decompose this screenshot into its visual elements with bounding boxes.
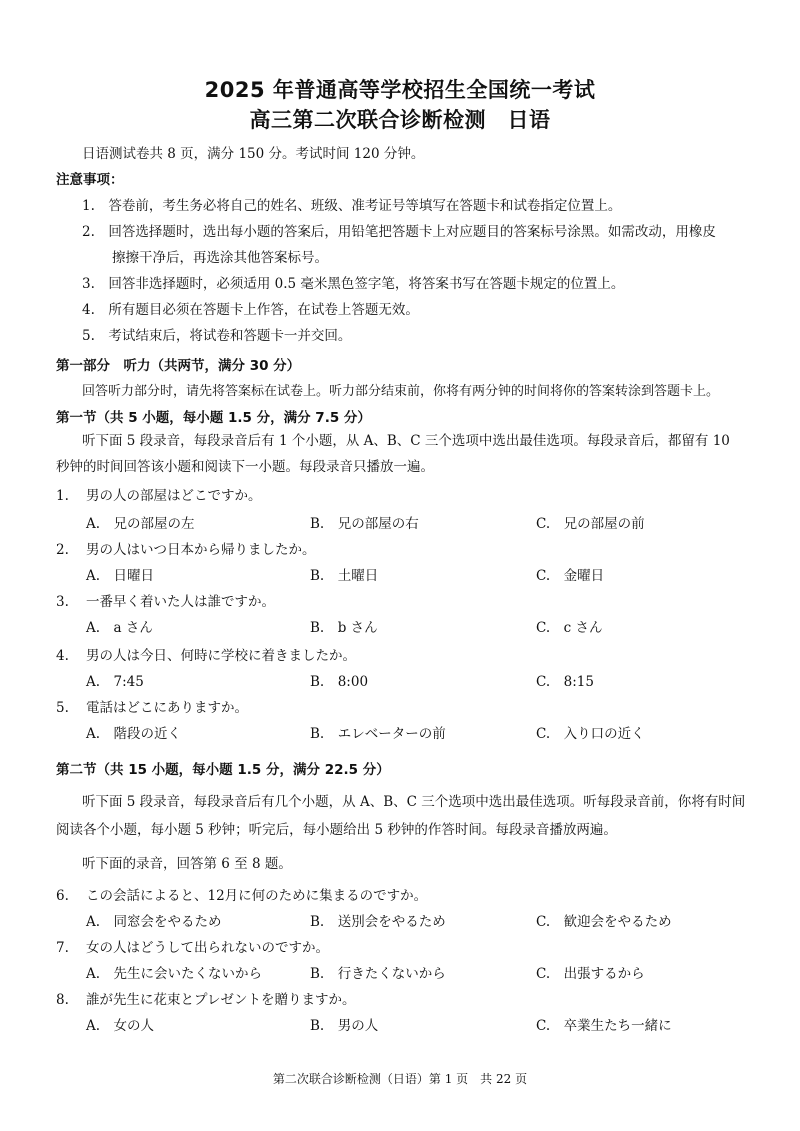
option-a[interactable]: A. 兄の部屋の左	[86, 516, 195, 532]
question-text: 男の人はいつ日本から帰りましたか。	[86, 542, 316, 558]
option-a[interactable]: A. 先生に会いたくないから	[86, 966, 263, 982]
option-b[interactable]: B. 行きたくないから	[310, 966, 446, 982]
notice-heading: 注意事项：	[56, 172, 124, 188]
option-b[interactable]: B. 土曜日	[310, 568, 379, 584]
option-b[interactable]: B. 兄の部屋の右	[310, 516, 419, 532]
option-a[interactable]: A. 日曜日	[86, 568, 155, 584]
question-text: 男の人は今日、何時に学校に着きましたか。	[86, 648, 356, 664]
question-3	[56, 590, 275, 610]
option-b[interactable]: B. エレベーターの前	[310, 726, 446, 742]
question-5	[56, 696, 248, 716]
notice-item-continued: 擦擦干净后，再选涂其他答案标号。	[112, 250, 328, 266]
section2-instruction: 听下面 5 段录音，每段录音后有几个小题，从 A、B、C 三个选项中选出最佳选项。听每段录音前，你将有时间阅读各个小题，每小题 5 秒钟；听完后，每小题给出 5 秒钟的作答时间。每段录音播放两遍。	[56, 794, 746, 838]
option-a[interactable]: A. 同窓会をやるため	[86, 914, 222, 930]
notice-item: 1. 答卷前，考生务必将自己的姓名、班级、准考证号等填写在答题卡和试卷指定位置上。	[82, 198, 622, 214]
page-footer: 第二次联合诊断检测（日语）第 1 页 共 22 页	[272, 1072, 528, 1086]
question-number: 3.	[56, 594, 69, 610]
question-6	[56, 884, 427, 904]
option-c[interactable]: C. 兄の部屋の前	[536, 516, 645, 532]
question-text: 女の人はどうして出られないのですか。	[86, 940, 329, 956]
question-number: 7.	[56, 940, 69, 956]
option-a[interactable]: A. 女の人	[86, 1018, 155, 1034]
option-a[interactable]: A. a さん	[86, 620, 153, 636]
question-number: 8.	[56, 992, 69, 1008]
question-2	[56, 538, 316, 558]
option-c[interactable]: C. c さん	[536, 620, 603, 636]
question-8	[56, 988, 355, 1008]
section2-sub-instruction: 听下面的录音，回答第 6 至 8 题。	[82, 856, 292, 872]
question-number: 1.	[56, 488, 69, 504]
question-4	[56, 644, 356, 664]
question-number: 2.	[56, 542, 69, 558]
option-c[interactable]: C. 入り口の近く	[536, 726, 645, 742]
option-c[interactable]: C. 出張するから	[536, 966, 645, 982]
option-c[interactable]: C. 歓迎会をやるため	[536, 914, 672, 930]
question-number: 6.	[56, 888, 69, 904]
intro-text: 日语测试卷共 8 页，满分 150 分。考试时间 120 分钟。	[82, 146, 425, 162]
exam-subtitle: 高三第二次联合诊断检测 日语	[249, 108, 551, 132]
notice-item: 5. 考试结束后，将试卷和答题卡一并交回。	[82, 328, 352, 344]
option-a[interactable]: A. 階段の近く	[86, 726, 182, 742]
option-c[interactable]: C. 8:15	[536, 674, 594, 690]
section2-heading: 第二节（共 15 小题，每小题 1.5 分，满分 22.5 分）	[56, 762, 390, 778]
section1-instruction: 听下面 5 段录音，每段录音后有 1 个小题，从 A、B、C 三个选项中选出最佳选项。每段录音后，都留有 10 秒钟的时间回答该小题和阅读下一小题。每段录音只播放一遍。	[56, 433, 730, 475]
question-number: 4.	[56, 648, 69, 664]
option-b[interactable]: B. 男の人	[310, 1018, 379, 1034]
notice-item: 3. 回答非选择题时，必须适用 0.5 毫米黑色签字笔，将答案书写在答题卡规定的位置上。	[82, 276, 625, 292]
option-b[interactable]: B. b さん	[310, 620, 378, 636]
notice-item: 2. 回答选择题时，选出每小题的答案后，用铅笔把答题卡上对应题目的答案标号涂黑。如需改动，用橡皮	[82, 224, 716, 240]
question-text: 誰が先生に花束とプレゼントを贈りますか。	[86, 992, 356, 1008]
question-text: 一番早く着いた人は誰ですか。	[86, 594, 275, 610]
part1-heading: 第一部分 听力（共两节，满分 30 分）	[56, 358, 301, 374]
section1-heading: 第一节（共 5 小题，每小题 1.5 分，满分 7.5 分）	[56, 410, 371, 426]
question-1	[56, 484, 262, 504]
option-a[interactable]: A. 7:45	[86, 674, 144, 690]
question-7	[56, 936, 329, 956]
option-c[interactable]: C. 金曜日	[536, 568, 605, 584]
exam-title: 2025 年普通高等学校招生全国统一考试	[204, 78, 596, 102]
option-b[interactable]: B. 送別会をやるため	[310, 914, 446, 930]
question-number: 5.	[56, 700, 69, 716]
option-b[interactable]: B. 8:00	[310, 674, 369, 690]
question-text: この会話によると、12月に何のために集まるのですか。	[86, 888, 428, 904]
option-c[interactable]: C. 卒業生たち一緒に	[536, 1018, 672, 1034]
question-text: 電話はどこにありますか。	[86, 700, 248, 716]
part1-instruction: 回答听力部分时，请先将答案标在试卷上。听力部分结束前，你将有两分钟的时间将你的答案转涂到答题卡上。	[82, 384, 720, 399]
notice-item: 4. 所有题目必须在答题卡上作答，在试卷上答题无效。	[82, 302, 419, 318]
question-text: 男の人の部屋はどこですか。	[86, 488, 262, 504]
